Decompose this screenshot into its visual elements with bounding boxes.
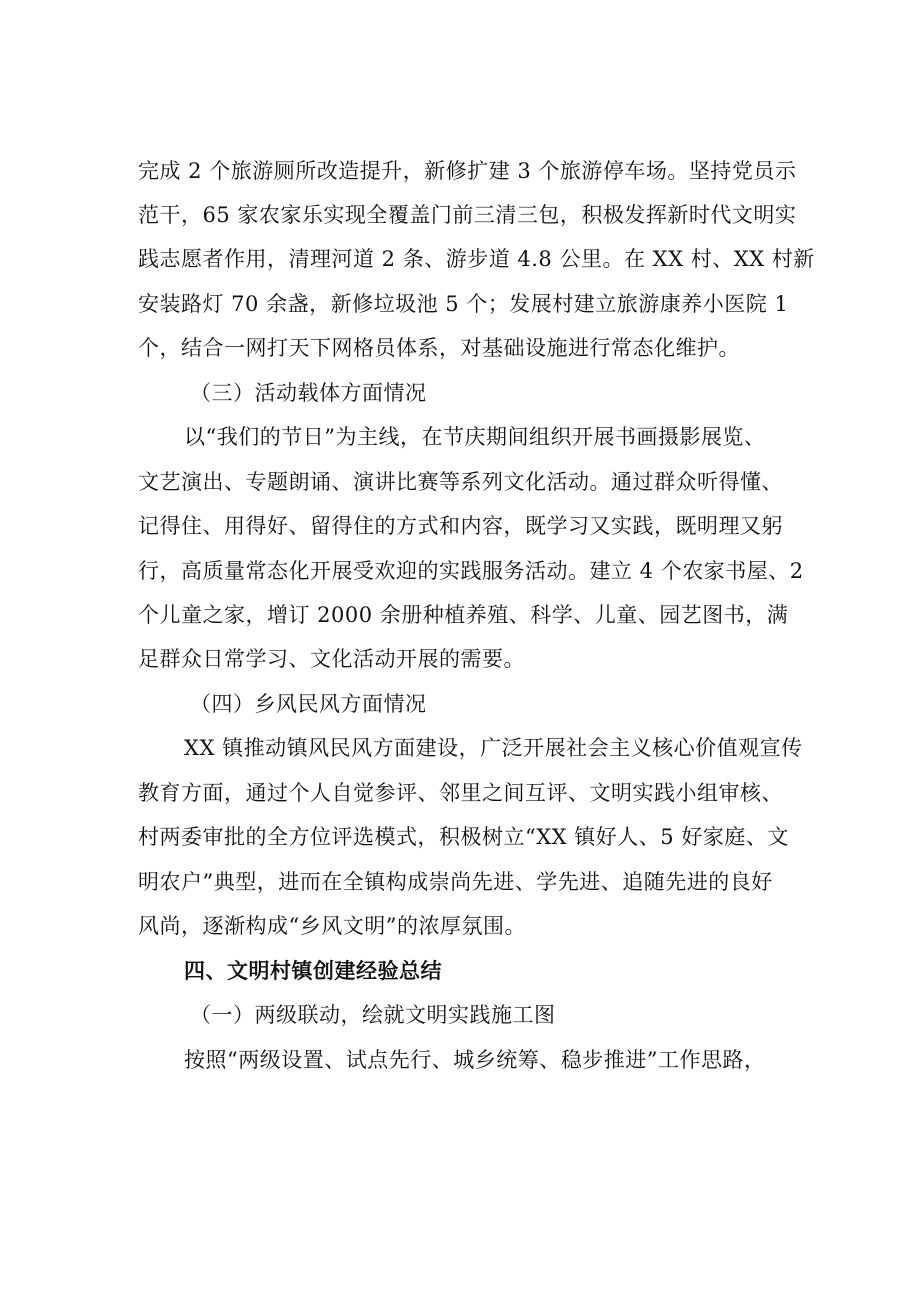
paragraph-line: 个儿童之家，增订 2000 余册种植养殖、科学、儿童、园艺图书，满 <box>138 603 789 627</box>
paragraph-line: 文艺演出、专题朗诵、演讲比赛等系列文化活动。通过群众听得懂、 <box>138 470 783 494</box>
subsection-heading: （一）两级联动，绘就文明实践施工图 <box>190 1003 556 1027</box>
paragraph-line: 足群众日常学习、文化活动开展的需要。 <box>138 647 525 671</box>
paragraph-line: 范干，65 家农家乐实现全覆盖门前三清三包，积极发挥新时代文明实 <box>138 203 797 227</box>
section-heading-four: （四）乡风民风方面情况 <box>190 692 427 716</box>
paragraph-line: XX 镇推动镇风民风方面建设，广泛开展社会主义核心价值观宣传 <box>184 736 803 760</box>
paragraph-line: 村两委审批的全方位评选模式，积极树立“XX 镇好人、5 好家庭、文 <box>138 825 789 849</box>
paragraph-line: 按照“两级设置、试点先行、城乡统筹、稳步推进”工作思路， <box>184 1048 766 1072</box>
paragraph-line: 以“我们的节日”为主线，在节庆期间组织开展书画摄影展览、 <box>184 425 766 449</box>
paragraph-line: 安装路灯 70 余盏，新修垃圾池 5 个；发展村建立旅游康养小医院 1 <box>138 292 789 316</box>
paragraph-line: 明农户”典型，进而在全镇构成崇尚先进、学先进、追随先进的良好 <box>138 870 773 894</box>
paragraph-line: 个，结合一网打天下网格员体系，对基础设施进行常态化维护。 <box>138 336 740 360</box>
paragraph-line: 教育方面，通过个人自觉参评、邻里之间互评、文明实践小组审核、 <box>138 781 783 805</box>
chapter-heading: 四、文明村镇创建经验总结 <box>184 959 442 983</box>
section-heading-three: （三）活动载体方面情况 <box>190 381 427 405</box>
paragraph-line: 践志愿者作用，清理河道 2 条、游步道 4.8 公里。在 XX 村、XX 村新 <box>138 247 815 271</box>
paragraph-line: 完成 2 个旅游厕所改造提升，新修扩建 3 个旅游停车场。坚持党员示 <box>138 159 797 183</box>
paragraph-line: 记得住、用得好、留得住的方式和内容，既学习又实践，既明理又躬 <box>138 514 783 538</box>
paragraph-line: 行，高质量常态化开展受欢迎的实践服务活动。建立 4 个农家书屋、2 <box>138 559 804 583</box>
paragraph-line: 风尚，逐渐构成“乡风文明”的浓厚氛围。 <box>138 914 526 938</box>
